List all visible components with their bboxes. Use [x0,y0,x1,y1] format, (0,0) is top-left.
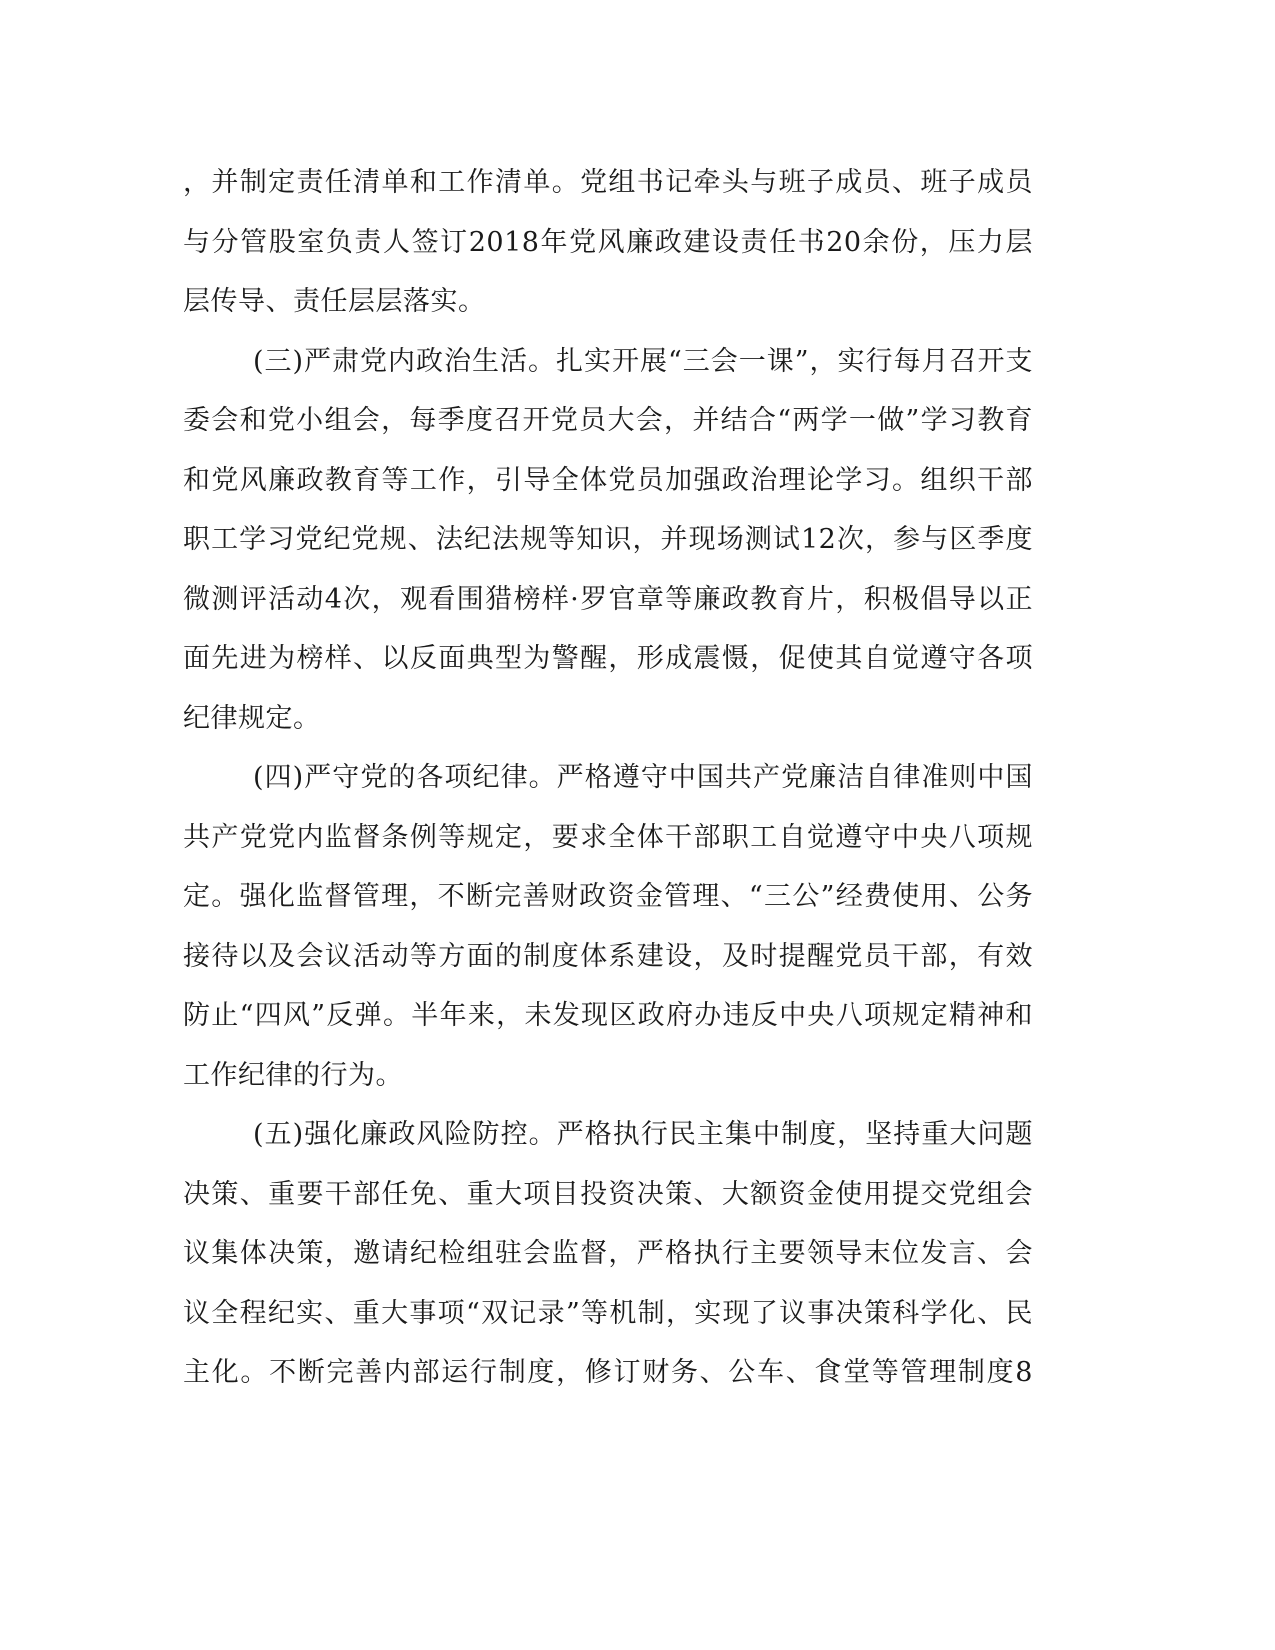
text-line: 面先进为榜样、以反面典型为警醒，形成震慑，促使其自觉遵守各项 [183,643,1033,674]
text-line: 委会和党小组会，每季度召开党员大会，并结合“两学一做”学习教育 [183,405,1033,436]
text-line: (四)严守党的各项纪律。严格遵守中国共产党廉洁自律准则中国 [253,762,1033,793]
text-line: 和党风廉政教育等工作，引导全体党员加强政治理论学习。组织干部 [183,464,1033,496]
text-line: 主化。不断完善内部运行制度，修订财务、公车、食堂等管理制度8 [183,1357,1033,1388]
document-body [183,160,1033,1410]
paragraph-section-4 [183,755,1033,1112]
text-line: 工作纪律的行为。 [183,1059,403,1091]
text-line: 职工学习党纪党规、法纪法规等知识，并现场测试12次，参与区季度 [183,524,1033,555]
text-line: 定。强化监督管理，不断完善财政资金管理、“三公”经费使用、公务 [183,881,1033,912]
paragraph-continuation [183,160,1033,339]
text-line: 防止“四风”反弹。半年来，未发现区政府办违反中央八项规定精神和 [183,1000,1033,1031]
text-line: (三)严肃党内政治生活。扎实开展“三会一课”，实行每月召开支 [253,345,1033,377]
text-line: (五)强化廉政风险防控。严格执行民主集中制度，坚持重大问题 [253,1119,1033,1150]
text-line: 微测评活动4次，观看围猎榜样·罗官章等廉政教育片，积极倡导以正 [183,583,1033,615]
paragraph-section-5 [183,1112,1033,1410]
text-line: 议集体决策，邀请纪检组驻会监督，严格执行主要领导末位发言、会 [183,1238,1033,1269]
text-line: 议全程纪实、重大事项“双记录”等机制，实现了议事决策科学化、民 [183,1297,1033,1329]
text-line: 与分管股室负责人签订2018年党风廉政建设责任书20余份，压力层 [183,226,1033,258]
text-line: 纪律规定。 [183,702,321,734]
text-line: 接待以及会议活动等方面的制度体系建设，及时提醒党员干部，有效 [183,940,1033,972]
text-line: ，并制定责任清单和工作清单。党组书记牵头与班子成员、班子成员 [183,167,1033,198]
text-line: 层传导、责任层层落实。 [183,286,486,317]
text-line: 决策、重要干部任免、重大项目投资决策、大额资金使用提交党组会 [183,1178,1033,1210]
text-line: 共产党党内监督条例等规定，要求全体干部职工自觉遵守中央八项规 [183,821,1033,853]
paragraph-section-3 [183,339,1033,756]
